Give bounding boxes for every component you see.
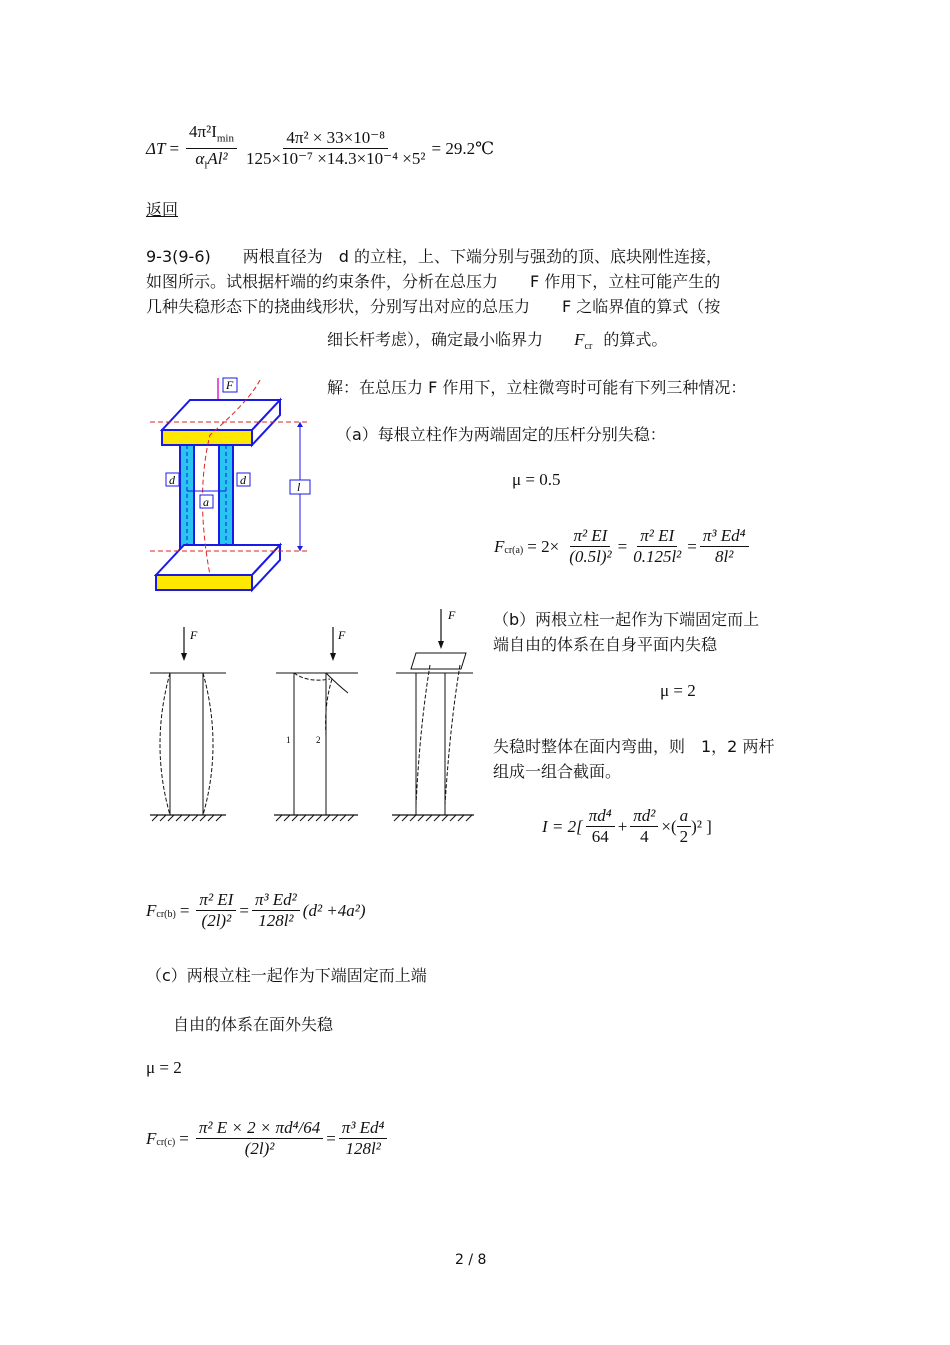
- mode-2: [274, 627, 358, 821]
- case-a-text: （a）每根立柱作为两端固定的压杆分别失稳：: [336, 425, 666, 444]
- problem-line-1: 9-3(9-6) 两根直径为 d 的立柱，上、下端分别与强劲的顶、底块刚性连接，: [146, 247, 722, 266]
- dim-a-label: a: [203, 495, 209, 509]
- mu-c: μ = 2: [146, 1058, 182, 1077]
- formula-fcr-b: F $_{cr(b)}$ = $\frac{\text{π² EI}}{\text{(2l)²}}$ = $\frac{\text{π³ Ed²}}{\text{128l²}}$ (d² +4a²): [146, 890, 366, 930]
- dim-d-right: d: [240, 473, 246, 487]
- formula-delta-t: ΔT = $\frac{4\pi^2I_{min}}{\alpha_lAl^2}$ $\frac{\text{4π² × 33×10⁻⁸}}{\text{125×10⁻⁷ ×14.3×10⁻⁴ ×5²}}$ = 29.2℃: [146, 122, 494, 176]
- mode-3: [392, 608, 474, 821]
- case-b-text-2: 组成一组合截面。: [493, 762, 622, 781]
- formula-inertia: I = 2[ $\frac{\text{πd⁴}}{64}$ + $\frac{\text{πd²}}{4}$ ×( $\frac{a}{2}$ )² ]: [542, 806, 712, 846]
- frame-figure: [150, 375, 322, 595]
- formula-fraction-1: $\frac{4\pi^2I_{min}}{\alpha_lAl^2}$: [186, 122, 237, 176]
- formula-fraction-2: $\frac{\text{4π² × 33×10⁻⁸}}{\text{125×10⁻⁷ ×14.3×10⁻⁴ ×5²}}$: [246, 128, 426, 169]
- case-c-line-1: （c）两根立柱一起作为下端固定而上端: [146, 966, 427, 985]
- mu-b: μ = 2: [660, 681, 696, 700]
- page-number: 2 / 8: [455, 1252, 487, 1268]
- mode-1: [150, 627, 226, 821]
- formula-result: = 29.2℃: [431, 138, 495, 158]
- formula-fcr-a: F $_{cr(a)}$ = 2× $\frac{\text{π² EI}}{\text{(0.5l)²}}$ = $\frac{\text{π² EI}}{\text{0.125l²}}$ = $\frac{\text{π³ Ed⁴}}{\text{8l²}}$: [494, 526, 752, 567]
- problem-line-4: 细长杆考虑），确定最小临界力 $F_{cr}$ 的算式。: [327, 330, 668, 353]
- case-b-line-1: （b）两根立柱一起作为下端固定而上: [493, 610, 760, 629]
- svg-text:2: 2: [316, 735, 321, 745]
- case-b-text-1: 失稳时整体在面内弯曲，则 1，2 两杆: [493, 737, 775, 756]
- back-link[interactable]: 返回: [146, 200, 179, 219]
- solution-intro: 解：在总压力 F 作用下，立柱微弯时可能有下列三种情况：: [327, 378, 747, 397]
- dim-d-left: d: [169, 473, 175, 487]
- svg-text:F: F: [448, 608, 456, 622]
- buckling-modes-figure: [148, 605, 478, 825]
- svg-text:F: F: [338, 628, 346, 642]
- case-c-line-2: 自由的体系在面外失稳: [173, 1015, 334, 1034]
- formula-fcr-c: F $_{cr(c)}$ = $\frac{\text{π² E × 2 × πd⁴/64}}{\text{(2l)²}}$ = $\frac{\text{π³ Ed⁴}}{\text{128l²}}$: [146, 1118, 390, 1159]
- top-plate-front: [162, 430, 252, 445]
- bottom-plate-front: [156, 575, 252, 590]
- case-b-line-2: 端自由的体系在自身平面内失稳: [493, 635, 718, 654]
- load-label: F: [226, 378, 234, 392]
- formula-lhs: ΔT: [146, 138, 166, 158]
- svg-text:1: 1: [286, 735, 291, 745]
- svg-text:F: F: [190, 628, 198, 642]
- dim-l-label: l: [297, 480, 301, 494]
- mu-a: μ = 0.5: [512, 470, 561, 489]
- problem-line-2: 如图所示。试根据杆端的约束条件，分析在总压力 F 作用下，立柱可能产生的: [146, 272, 721, 291]
- problem-line-3: 几种失稳形态下的挠曲线形状，分别写出对应的总压力 F 之临界值的算式（按: [146, 297, 721, 316]
